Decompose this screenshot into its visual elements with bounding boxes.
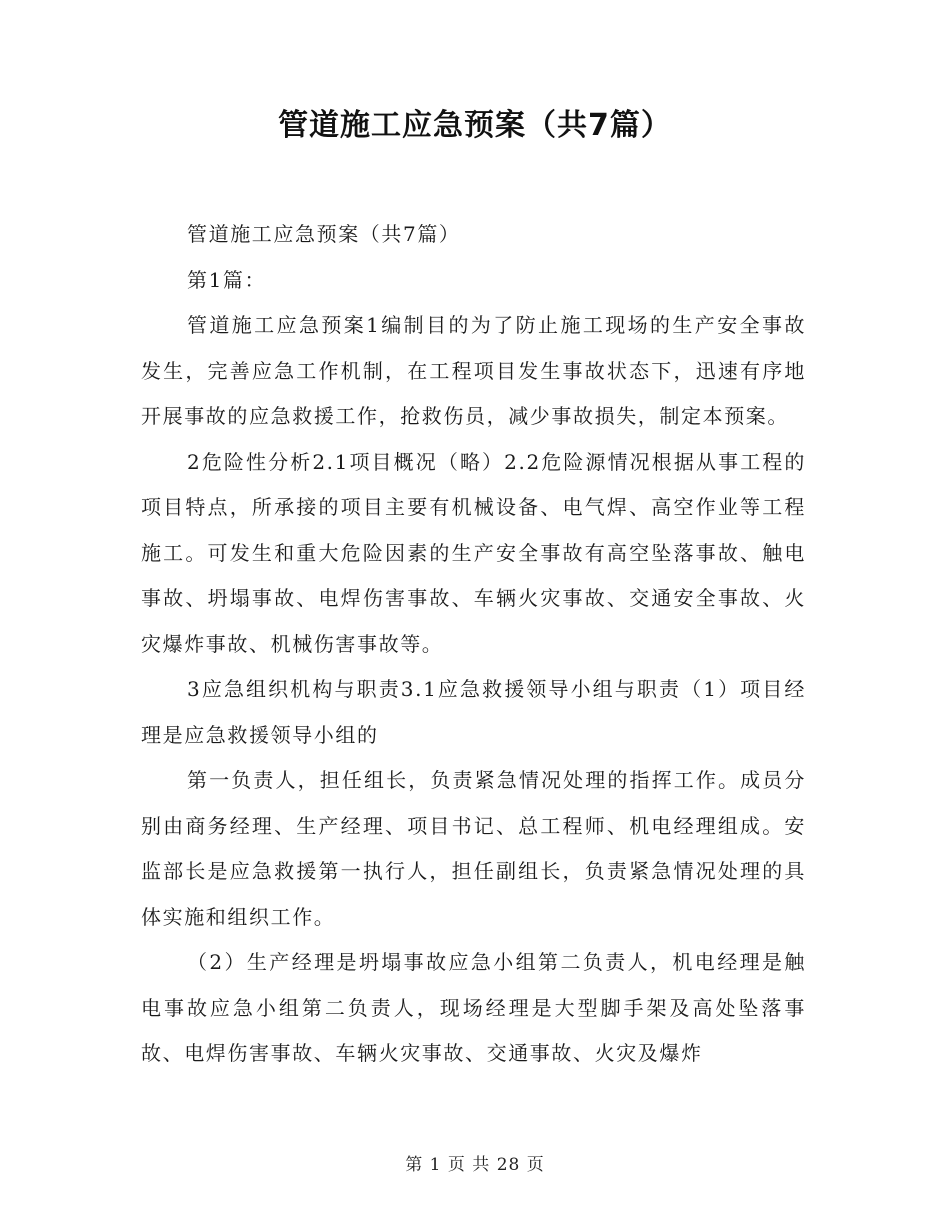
paragraph: （2）生产经理是坍塌事故应急小组第二负责人，机电经理是触电事故应急小组第二负责人，现场经理是大型脚手架及高处坠落事故、电焊伤害事故、车辆火灾事故、交通事故、火灾及爆炸 [141, 950, 806, 1065]
paragraph: 第一负责人，担任组长，负责紧急情况处理的指挥工作。成员分别由商务经理、生产经理、项目书记、总工程师、机电经理组成。安监部长是应急救援第一执行人，担任副组长，负责紧急情况处理的具体实施和组织工作。 [141, 768, 806, 929]
paragraph: 第1篇： [187, 267, 267, 292]
paragraph: 2危险性分析2.1项目概况（略）2.2危险源情况根据从事工程的项目特点，所承接的项目主要有机械设备、电气焊、高空作业等工程施工。可发生和重大危险因素的生产安全事故有高空坠落事故、触电事故、坍塌事故、电焊伤害事故、车辆火灾事故、交通安全事故、火灾爆炸事故、机械伤害事故等。 [141, 449, 806, 656]
document-body [141, 212, 806, 1077]
page-number-footer: 第 1 页 共 28 页 [405, 1155, 545, 1175]
paragraph: 3应急组织机构与职责3.1应急救援领导小组与职责（1）项目经理是应急救援领导小组的 [141, 677, 806, 747]
document-title: 管道施工应急预案（共7篇） [278, 108, 672, 143]
paragraph: 管道施工应急预案1编制目的为了防止施工现场的生产安全事故发生，完善应急工作机制，在工程项目发生事故状态下，迅速有序地开展事故的应急救援工作，抢救伤员，减少事故损失，制定本预案。 [141, 313, 806, 428]
paragraph: 管道施工应急预案（共7篇） [187, 222, 461, 246]
